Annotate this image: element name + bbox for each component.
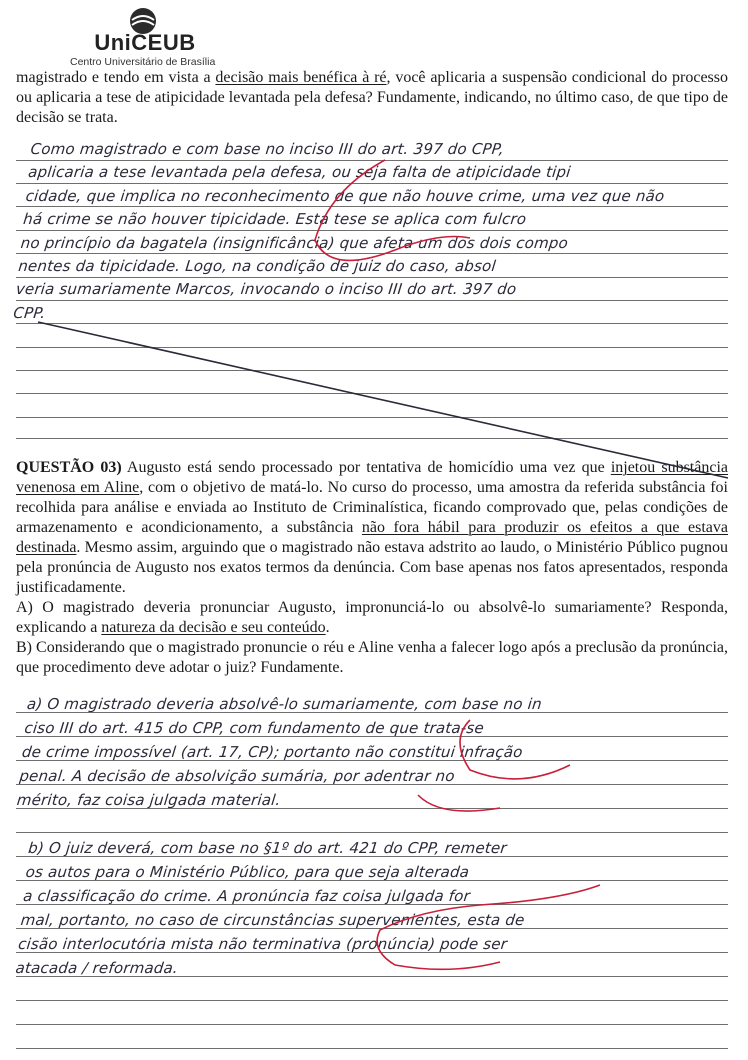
- answer-03-a-line: de crime impossível (art. 17, CP); portanto não constitui infração: [21, 743, 524, 761]
- answer-02-handwriting: [12, 138, 722, 325]
- question-03-item-a: [16, 598, 728, 638]
- answer-02-line: há crime se não houver tipicidade. Esta tese se aplica com fulcro: [22, 210, 528, 229]
- question-03-text-c: . Mesmo assim, arguindo que o magistrado não estava adstrito ao laudo, o Ministério Público pugnou pela pronúncia de Augusto nos exatos termos da denúncia. Com base apenas nos fatos apresentados, responda justificadamente.: [16, 539, 728, 596]
- answer-03-a-line: a) O magistrado deveria absolvê-lo sumariamente, com base no in: [26, 695, 543, 713]
- uniceub-logo: [70, 6, 260, 66]
- item-a-text: A) O magistrado deveria pronunciar Augusto, impronunciá-lo ou absolvê-lo sumariamente? Responda, explicando a: [16, 599, 728, 636]
- question-02-text-b: , você aplicaria a suspensão condicional do processo ou aplicaria a tese de atipicidade levantada pela defesa? Fundamente, indicando, no último caso, de que tipo de decisão se trata.: [16, 69, 729, 126]
- answer-02-line: veria sumariamente Marcos, invocando o inciso III do art. 397 do: [14, 280, 518, 299]
- answer-03-a-handwriting: [16, 692, 719, 812]
- answer-03-b-line: b) O juiz deverá, com base no §1º do art. 421 do CPP, remeter: [27, 839, 508, 857]
- question-03-statement: [16, 458, 728, 598]
- question-03-text-a: Augusto está sendo processado por tentativa de homicídio uma vez que: [121, 459, 611, 476]
- question-03-underlined-2: não fora hábil para produzir os efeitos a que estava destinada: [16, 519, 729, 556]
- answer-03-b-line: a classificação do crime. A pronúncia faz coisa julgada for: [22, 887, 472, 905]
- item-a-underlined: natureza da decisão e seu conteúdo: [101, 619, 326, 636]
- answer-03-a-line: ciso III do art. 415 do CPP, com fundamento de que trata-se: [23, 719, 485, 737]
- logo-subtitle: Centro Universitário de Brasília: [70, 56, 216, 68]
- rule-line: [16, 1024, 728, 1025]
- rule-line: [16, 347, 728, 348]
- answer-02-line: aplicaria a tese levantada pela defesa, ou seja falta de atipicidade tipi: [27, 163, 572, 182]
- answer-02-line: CPP.: [12, 303, 47, 322]
- rule-line: [16, 1000, 728, 1001]
- answer-03-b-line: os autos para o Ministério Público, para que seja alterada: [24, 863, 471, 881]
- answer-03-a-line: mérito, faz coisa julgada material.: [16, 791, 282, 809]
- question-03-item-b: B) Considerando que o magistrado pronuncie o réu e Aline venha a falecer logo após a preclusão da pronúncia, que procedimento deve adotar o juiz? Fundamente.: [16, 639, 728, 676]
- question-03-underlined-1: injetou substância venenosa em Aline: [16, 459, 729, 496]
- answer-03-b-line: mal, portanto, no caso de circunstâncias supervenientes, esta de: [19, 911, 526, 929]
- question-03-title: QUESTÃO 03): [16, 459, 122, 476]
- answer-03-a-line: penal. A decisão de absolvição sumária, por adentrar no: [18, 767, 456, 785]
- question-02-underlined: decisão mais benéfica à ré: [215, 69, 387, 86]
- logo-name: UniCEUB: [94, 30, 196, 55]
- rule-line: [16, 1048, 728, 1049]
- item-a-end: .: [325, 619, 330, 636]
- rule-line: [16, 832, 728, 833]
- answer-02-line: cidade, que implica no reconhecimento de que não houve crime, uma vez que não: [24, 186, 666, 205]
- answer-02-line: nentes da tipicidade. Logo, na condição de juiz do caso, absol: [17, 256, 497, 275]
- rule-line: [16, 393, 728, 394]
- answer-03-b-line: cisão interlocutória mista não terminativa (pronúncia) pode ser: [17, 935, 509, 953]
- rule-line: [16, 417, 728, 418]
- answer-02-line: Como magistrado e com base no inciso III do art. 397 do CPP,: [29, 140, 505, 158]
- question-02-text-a: magistrado e tendo em vista a: [16, 69, 216, 86]
- answer-03-b-handwriting: [14, 836, 719, 980]
- question-03-text-b: , com o objetivo de matá-lo. No curso do processo, uma amostra da referida substância foi recolhida para análise e enviada ao Instituto de Criminalística, ficando comprovado que, pelas condições de armazenamento e acondicionamento, a substância: [16, 479, 728, 536]
- question-02-text: [16, 68, 728, 128]
- answer-02-line: no princípio da bagatela (insignificância) que afeta um dos dois compo: [19, 233, 570, 252]
- rule-line: [16, 370, 728, 371]
- answer-03-b-line: atacada / reformada.: [14, 959, 179, 977]
- question-03-text: [16, 458, 728, 678]
- rule-line: [16, 438, 728, 439]
